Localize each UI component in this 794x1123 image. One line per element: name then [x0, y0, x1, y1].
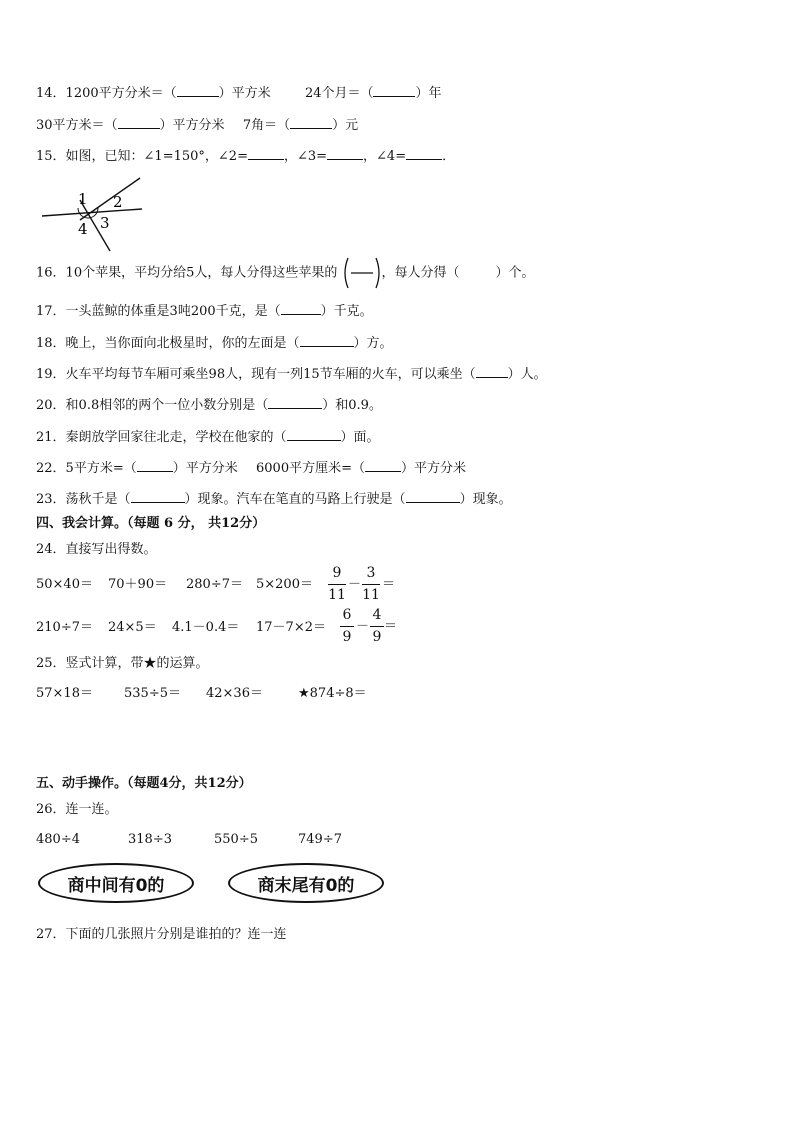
angle-label: 4 [78, 220, 88, 238]
answer-blank[interactable] [248, 146, 284, 160]
calc-item: 70＋90＝ [108, 577, 168, 592]
answer-blank[interactable] [137, 458, 173, 472]
answer-blank[interactable] [290, 115, 332, 129]
question-14-line2: 30平方米＝（ ）平方分米 7角＝（ ）元 [36, 115, 358, 135]
question-24: 24．直接写出得数。 [36, 542, 157, 557]
calc-item: ★874÷8＝ [298, 686, 367, 701]
answer-blank[interactable] [300, 333, 354, 347]
answer-blank[interactable] [177, 83, 219, 97]
category-oval-middle-zero[interactable]: 商中间有0的 [38, 863, 194, 903]
calc-item: 42×36＝ [206, 686, 263, 701]
calc-item: 50×40＝ [36, 577, 93, 592]
answer-blank[interactable] [327, 146, 363, 160]
division-item[interactable]: 480÷4 [36, 832, 80, 847]
answer-blank[interactable] [281, 301, 321, 315]
angle-label: 1 [78, 190, 88, 208]
category-oval-end-zero[interactable]: 商末尾有0的 [228, 863, 384, 903]
question-15: 15．如图，已知：∠1=150°，∠2= ，∠3= ，∠4= ． [36, 146, 455, 166]
question-27: 27．下面的几张照片分别是谁拍的？连一连 [36, 927, 287, 942]
calc-item: 535÷5＝ [124, 686, 181, 701]
question-22: 22．5平方米=（ ）平方分米 6000平方厘米=（ ）平方分米 [36, 458, 466, 478]
question-16: 16．10个苹果，平均分给5人，每人分得这些苹果的 ，每人分得（ ）个。 [36, 264, 535, 283]
angle-label: 2 [113, 193, 123, 211]
angle-label: 3 [100, 214, 110, 232]
answer-blank[interactable] [373, 83, 415, 97]
question-21: 21．秦朗放学回家往北走，学校在他家的（ ）面。 [36, 427, 380, 447]
question-17: 17．一头蓝鲸的体重是3吨200千克，是（ ）千克。 [36, 301, 373, 321]
answer-blank[interactable] [476, 364, 508, 378]
question-18: 18．晚上，当你面向北极星时，你的左面是（ ）方。 [36, 333, 393, 353]
answer-blank[interactable] [365, 458, 401, 472]
fraction-expression: 9 11 － 3 11 ＝ [328, 565, 396, 603]
answer-blank[interactable] [118, 115, 160, 129]
calc-item: 17－7×2＝ [256, 620, 326, 635]
calc-item: 5×200＝ [256, 577, 313, 592]
angle-diagram [38, 176, 148, 256]
calc-item: 210÷7＝ [36, 620, 93, 635]
section-5-heading: 五、动手操作。（每题4分，共12分） [36, 776, 252, 791]
calc-item: 4.1－0.4＝ [172, 620, 240, 635]
question-25: 25．竖式计算，带★的运算。 [36, 656, 209, 671]
calc-item: 24×5＝ [108, 620, 157, 635]
answer-blank[interactable] [287, 427, 341, 441]
line-horizontal [42, 209, 142, 216]
answer-blank[interactable] [406, 146, 442, 160]
question-20: 20．和0.8相邻的两个一位小数分别是（ ）和0.9。 [36, 395, 382, 415]
answer-blank[interactable] [406, 489, 460, 503]
question-14: 14．1200平方分米＝（ ）平方米 24个月＝（ ）年 [36, 83, 442, 103]
answer-blank[interactable] [268, 395, 322, 409]
question-23: 23．荡秋千是（ ）现象。汽车在笔直的马路上行驶是（ ）现象。 [36, 489, 512, 509]
answer-blank[interactable] [131, 489, 185, 503]
question-26: 26．连一连。 [36, 802, 118, 817]
division-item[interactable]: 550÷5 [214, 832, 258, 847]
division-item[interactable]: 749÷7 [298, 832, 342, 847]
calc-item: 57×18＝ [36, 686, 93, 701]
fraction-blank[interactable] [342, 264, 382, 282]
line-diagonal [80, 178, 140, 220]
question-19: 19．火车平均每节车厢可乘坐98人，现有一列15节车厢的火车，可以乘坐（ ）人。 [36, 364, 547, 384]
calc-item: 280÷7＝ [186, 577, 243, 592]
fraction-expression: 6 9 － 4 9 ＝ [338, 607, 418, 647]
division-item[interactable]: 318÷3 [128, 832, 172, 847]
section-4-heading: 四、我会计算。（每题 6 分， 共12分） [36, 516, 266, 531]
